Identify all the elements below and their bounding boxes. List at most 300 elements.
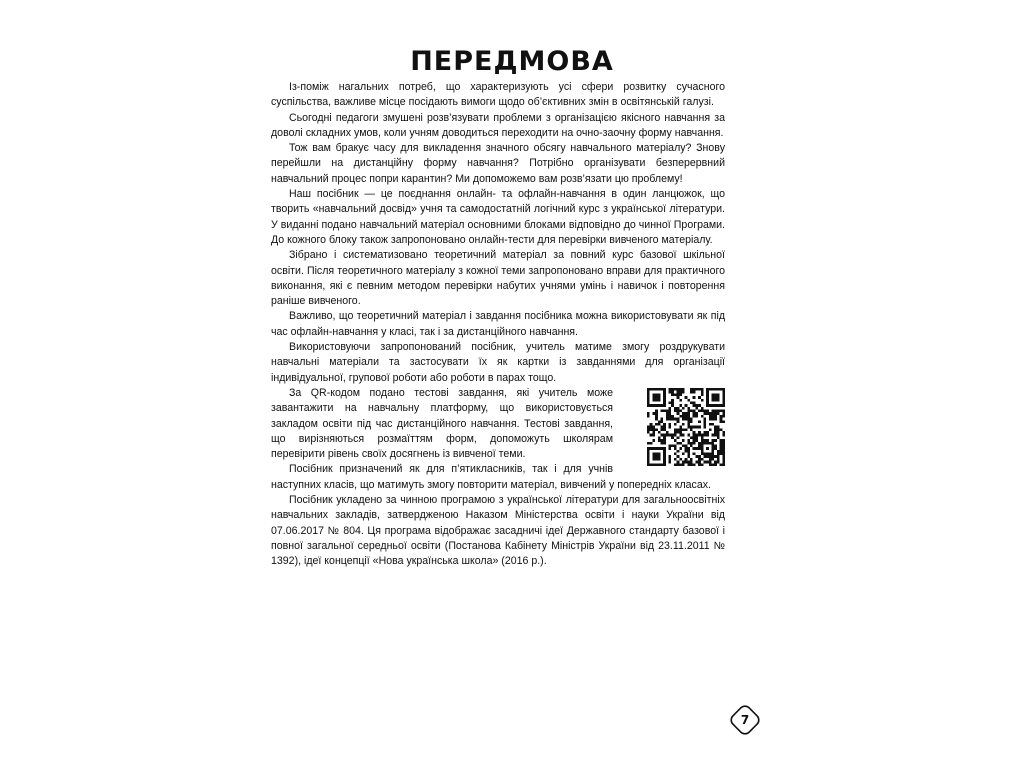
paragraph-2: Сьогодні педагоги змушені розв’язувати проблеми з організацією якісного навчання за доволі складних умов, коли учням доводиться переходити на очно-заочну форму навчання. <box>271 111 725 139</box>
qr-module <box>660 418 663 421</box>
qr-module <box>701 436 704 439</box>
qr-module <box>695 412 698 415</box>
qr-module <box>682 444 685 447</box>
qr-module <box>666 418 669 421</box>
qr-module <box>655 452 658 455</box>
qr-module <box>698 404 701 407</box>
qr-module <box>701 407 704 410</box>
qr-module <box>714 455 717 458</box>
qr-module <box>687 412 690 415</box>
qr-module <box>687 420 690 423</box>
qr-module <box>706 396 709 399</box>
qr-module <box>669 444 672 447</box>
qr-module <box>698 447 701 450</box>
qr-module <box>701 439 704 442</box>
qr-module <box>690 461 693 464</box>
qr-module <box>660 439 663 442</box>
qr-module <box>674 388 677 391</box>
qr-module <box>647 393 650 396</box>
qr-module <box>690 436 693 439</box>
qr-module <box>706 452 709 455</box>
qr-module <box>682 428 685 431</box>
qr-module <box>701 463 704 466</box>
qr-module <box>693 463 696 466</box>
qr-module <box>703 418 706 421</box>
qr-module <box>685 458 688 461</box>
qr-module <box>679 393 682 396</box>
qr-module <box>722 447 725 450</box>
qr-module <box>650 404 653 407</box>
qr-module <box>709 418 712 421</box>
qr-module <box>655 463 658 466</box>
qr-module <box>674 434 677 437</box>
qr-code-icon <box>647 388 725 466</box>
qr-module <box>706 447 709 450</box>
qr-module <box>693 391 696 394</box>
qr-module <box>687 434 690 437</box>
qr-module <box>720 452 723 455</box>
qr-module <box>722 444 725 447</box>
qr-module <box>706 439 709 442</box>
qr-module <box>722 463 725 466</box>
qr-module <box>647 455 650 458</box>
qr-module <box>722 396 725 399</box>
qr-module <box>660 428 663 431</box>
qr-module <box>690 409 693 412</box>
qr-module <box>717 393 720 396</box>
qr-module <box>698 455 701 458</box>
qr-module <box>712 412 715 415</box>
qr-module <box>687 399 690 402</box>
qr-module <box>677 396 680 399</box>
qr-module <box>655 388 658 391</box>
qr-module <box>671 393 674 396</box>
qr-module <box>655 455 658 458</box>
qr-module <box>647 426 650 429</box>
qr-module <box>714 463 717 466</box>
qr-module <box>685 450 688 453</box>
qr-module <box>658 396 661 399</box>
qr-module <box>658 423 661 426</box>
qr-module <box>669 418 672 421</box>
qr-module <box>717 404 720 407</box>
qr-module <box>701 399 704 402</box>
qr-module <box>647 391 650 394</box>
qr-module <box>712 409 715 412</box>
qr-module <box>687 423 690 426</box>
qr-module <box>722 458 725 461</box>
qr-module <box>677 418 680 421</box>
qr-module <box>690 391 693 394</box>
qr-module <box>682 434 685 437</box>
qr-module <box>669 447 672 450</box>
qr-module <box>647 415 650 418</box>
qr-module <box>687 415 690 418</box>
qr-module <box>695 461 698 464</box>
qr-module <box>677 420 680 423</box>
qr-module <box>658 436 661 439</box>
qr-module <box>693 409 696 412</box>
paragraph-6: Важливо, що теоретичний матеріал і завдання посібника можна використовувати як під час офлайн-навчання у класі, так і за дистанційного навчання. <box>271 310 725 338</box>
qr-module <box>709 423 712 426</box>
paragraph-9: Посібник призначений як для п’ятикласників, так і для учнів наступних класів, що матимуть змогу повторити матеріал, вивчений у попередніх класах. <box>271 463 711 491</box>
qr-module <box>677 388 680 391</box>
qr-module <box>695 407 698 410</box>
qr-module <box>682 415 685 418</box>
qr-module <box>682 391 685 394</box>
qr-module <box>717 412 720 415</box>
qr-module <box>714 393 717 396</box>
qr-module <box>647 412 650 415</box>
qr-module <box>663 455 666 458</box>
paragraph-1: Із-поміж нагальних потреб, що характеризують усі сфери розвитку сучасного суспільства, важливе місце посідають вимоги щодо об’єктивних змін в освітянській галузі. <box>271 81 725 109</box>
qr-module <box>655 399 658 402</box>
qr-module <box>712 442 715 445</box>
qr-module <box>714 409 717 412</box>
qr-module <box>682 388 685 391</box>
qr-module <box>666 434 669 437</box>
qr-module <box>712 447 715 450</box>
qr-module <box>671 418 674 421</box>
qr-module <box>698 396 701 399</box>
qr-module <box>712 452 715 455</box>
qr-module <box>655 458 658 461</box>
qr-module <box>714 415 717 418</box>
qr-module <box>687 447 690 450</box>
qr-module <box>712 404 715 407</box>
qr-module <box>701 450 704 453</box>
qr-module <box>663 458 666 461</box>
qr-module <box>698 463 701 466</box>
qr-module <box>722 388 725 391</box>
qr-module <box>698 434 701 437</box>
qr-module <box>671 415 674 418</box>
qr-module <box>647 401 650 404</box>
qr-module <box>714 418 717 421</box>
qr-module <box>706 442 709 445</box>
qr-module <box>714 447 717 450</box>
qr-module <box>682 439 685 442</box>
qr-module <box>685 444 688 447</box>
qr-module <box>663 442 666 445</box>
qr-module <box>669 458 672 461</box>
qr-module <box>720 404 723 407</box>
qr-module <box>709 461 712 464</box>
qr-module <box>647 458 650 461</box>
qr-module <box>720 439 723 442</box>
qr-module <box>693 426 696 429</box>
qr-module <box>703 452 706 455</box>
qr-module <box>677 450 680 453</box>
qr-module <box>701 388 704 391</box>
qr-module <box>663 423 666 426</box>
qr-module <box>647 463 650 466</box>
qr-module <box>693 442 696 445</box>
qr-module <box>682 463 685 466</box>
qr-module <box>671 391 674 394</box>
qr-module <box>693 404 696 407</box>
qr-module <box>701 409 704 412</box>
qr-module <box>717 431 720 434</box>
qr-module <box>717 455 720 458</box>
qr-module <box>709 452 712 455</box>
qr-module <box>687 409 690 412</box>
qr-module <box>722 431 725 434</box>
qr-module <box>690 401 693 404</box>
qr-module <box>698 388 701 391</box>
qr-module <box>674 431 677 434</box>
qr-module <box>647 431 650 434</box>
qr-module <box>679 458 682 461</box>
qr-module <box>677 455 680 458</box>
qr-module <box>652 399 655 402</box>
qr-module <box>722 391 725 394</box>
qr-module <box>720 442 723 445</box>
qr-module <box>671 444 674 447</box>
qr-module <box>703 412 706 415</box>
qr-module <box>687 455 690 458</box>
qr-module <box>677 407 680 410</box>
paragraph-5: Зібрано і систематизовано теоретичний матеріал за повний курс базової шкільної освіти. Після теоретичного матеріалу з кожної теми запропоновано вправи для практичного виконання, які є певним методом перевірки набутих учнями умінь і навичок і повторення раніше вивченого. <box>271 249 725 308</box>
qr-module <box>663 450 666 453</box>
qr-module <box>693 452 696 455</box>
qr-module <box>685 404 688 407</box>
qr-module <box>685 447 688 450</box>
qr-module <box>650 426 653 429</box>
qr-module <box>703 442 706 445</box>
qr-module <box>698 420 701 423</box>
page-number: 7 <box>740 713 750 727</box>
qr-module <box>687 463 690 466</box>
qr-module <box>720 444 723 447</box>
qr-module <box>669 426 672 429</box>
qr-module <box>677 412 680 415</box>
qr-module <box>663 461 666 464</box>
qr-module <box>706 388 709 391</box>
qr-module <box>658 458 661 461</box>
qr-module <box>698 409 701 412</box>
qr-module <box>703 423 706 426</box>
qr-module <box>658 404 661 407</box>
qr-module <box>660 388 663 391</box>
qr-module <box>698 431 701 434</box>
qr-module <box>679 428 682 431</box>
qr-module <box>720 463 723 466</box>
qr-module <box>647 447 650 450</box>
qr-module <box>698 444 701 447</box>
qr-module <box>701 447 704 450</box>
qr-module <box>706 431 709 434</box>
qr-module <box>709 442 712 445</box>
qr-module <box>650 423 653 426</box>
qr-module <box>720 428 723 431</box>
qr-module <box>669 412 672 415</box>
qr-module <box>652 455 655 458</box>
qr-module <box>709 463 712 466</box>
qr-module <box>720 388 723 391</box>
qr-module <box>693 447 696 450</box>
qr-module <box>669 409 672 412</box>
qr-module <box>655 415 658 418</box>
qr-module <box>660 463 663 466</box>
qr-module <box>717 458 720 461</box>
qr-module <box>660 442 663 445</box>
qr-module <box>677 442 680 445</box>
qr-module <box>722 420 725 423</box>
qr-module <box>695 434 698 437</box>
qr-module <box>706 409 709 412</box>
qr-module <box>658 452 661 455</box>
qr-module <box>679 434 682 437</box>
qr-module <box>706 461 709 464</box>
qr-module <box>722 434 725 437</box>
qr-module <box>682 412 685 415</box>
qr-module <box>722 439 725 442</box>
qr-module <box>687 407 690 410</box>
qr-module <box>658 399 661 402</box>
qr-module <box>660 447 663 450</box>
qr-module <box>652 426 655 429</box>
qr-module <box>669 455 672 458</box>
qr-module <box>647 452 650 455</box>
qr-module <box>717 399 720 402</box>
qr-module <box>655 428 658 431</box>
qr-module <box>666 412 669 415</box>
qr-module <box>650 388 653 391</box>
qr-module <box>663 463 666 466</box>
qr-module <box>695 439 698 442</box>
qr-module <box>663 404 666 407</box>
qr-module <box>703 426 706 429</box>
qr-module <box>655 423 658 426</box>
qr-module <box>660 409 663 412</box>
qr-module <box>679 447 682 450</box>
qr-module <box>720 447 723 450</box>
qr-module <box>655 409 658 412</box>
qr-module <box>679 463 682 466</box>
qr-module <box>674 393 677 396</box>
qr-module <box>669 388 672 391</box>
qr-module <box>666 415 669 418</box>
qr-module <box>658 420 661 423</box>
qr-module <box>695 388 698 391</box>
qr-module <box>720 409 723 412</box>
qr-module <box>712 455 715 458</box>
qr-module <box>712 393 715 396</box>
qr-module <box>722 412 725 415</box>
qr-module <box>647 404 650 407</box>
qr-module <box>690 463 693 466</box>
qr-module <box>663 426 666 429</box>
qr-module <box>669 415 672 418</box>
qr-module <box>674 452 677 455</box>
qr-module <box>674 439 677 442</box>
qr-module <box>658 388 661 391</box>
qr-module <box>669 434 672 437</box>
qr-module <box>690 420 693 423</box>
qr-module <box>693 434 696 437</box>
qr-module <box>690 426 693 429</box>
qr-module <box>685 412 688 415</box>
qr-module <box>701 452 704 455</box>
qr-module <box>650 442 653 445</box>
qr-module <box>712 399 715 402</box>
qr-module <box>679 391 682 394</box>
qr-module <box>650 447 653 450</box>
qr-module <box>682 407 685 410</box>
qr-module <box>690 428 693 431</box>
qr-module <box>709 412 712 415</box>
qr-module <box>679 388 682 391</box>
qr-module <box>693 412 696 415</box>
qr-module <box>693 436 696 439</box>
qr-module <box>679 409 682 412</box>
qr-module <box>693 415 696 418</box>
qr-module <box>652 393 655 396</box>
qr-module <box>674 463 677 466</box>
qr-module <box>701 442 704 445</box>
qr-module <box>682 418 685 421</box>
qr-module <box>706 412 709 415</box>
qr-module <box>703 409 706 412</box>
qr-module <box>655 418 658 421</box>
qr-module <box>647 442 650 445</box>
qr-module <box>682 423 685 426</box>
qr-module <box>709 388 712 391</box>
qr-module <box>674 444 677 447</box>
qr-module <box>674 407 677 410</box>
qr-module <box>717 452 720 455</box>
qr-module <box>698 442 701 445</box>
qr-module <box>706 404 709 407</box>
qr-module <box>712 458 715 461</box>
qr-module <box>682 461 685 464</box>
qr-module <box>685 418 688 421</box>
qr-module <box>709 458 712 461</box>
qr-module <box>677 431 680 434</box>
qr-module <box>712 418 715 421</box>
qr-module <box>717 450 720 453</box>
qr-module <box>674 423 677 426</box>
qr-module <box>698 461 701 464</box>
qr-module <box>706 434 709 437</box>
qr-module <box>714 434 717 437</box>
qr-module <box>722 401 725 404</box>
qr-module <box>722 404 725 407</box>
qr-module <box>647 428 650 431</box>
qr-module <box>660 420 663 423</box>
qr-module <box>647 388 650 391</box>
qr-module <box>722 442 725 445</box>
qr-module <box>706 393 709 396</box>
qr-module <box>660 434 663 437</box>
qr-module <box>687 442 690 445</box>
qr-module <box>717 436 720 439</box>
qr-module <box>720 418 723 421</box>
qr-module <box>695 455 698 458</box>
page-number-badge <box>727 702 763 738</box>
qr-code-graphic <box>647 388 725 466</box>
qr-module <box>722 450 725 453</box>
qr-module <box>703 434 706 437</box>
qr-module <box>714 428 717 431</box>
qr-module <box>658 393 661 396</box>
paragraph-3: Тож вам бракує часу для викладення значного обсягу навчального матеріалу? Знову перейшли на дистанційну форму навчання? Потрібно організувати безперервний навчальний процес попри карантин? Ми допоможемо вам розв’язати цю проблему! <box>271 142 725 185</box>
qr-module <box>658 463 661 466</box>
qr-module <box>679 399 682 402</box>
qr-module <box>677 391 680 394</box>
qr-module <box>693 388 696 391</box>
